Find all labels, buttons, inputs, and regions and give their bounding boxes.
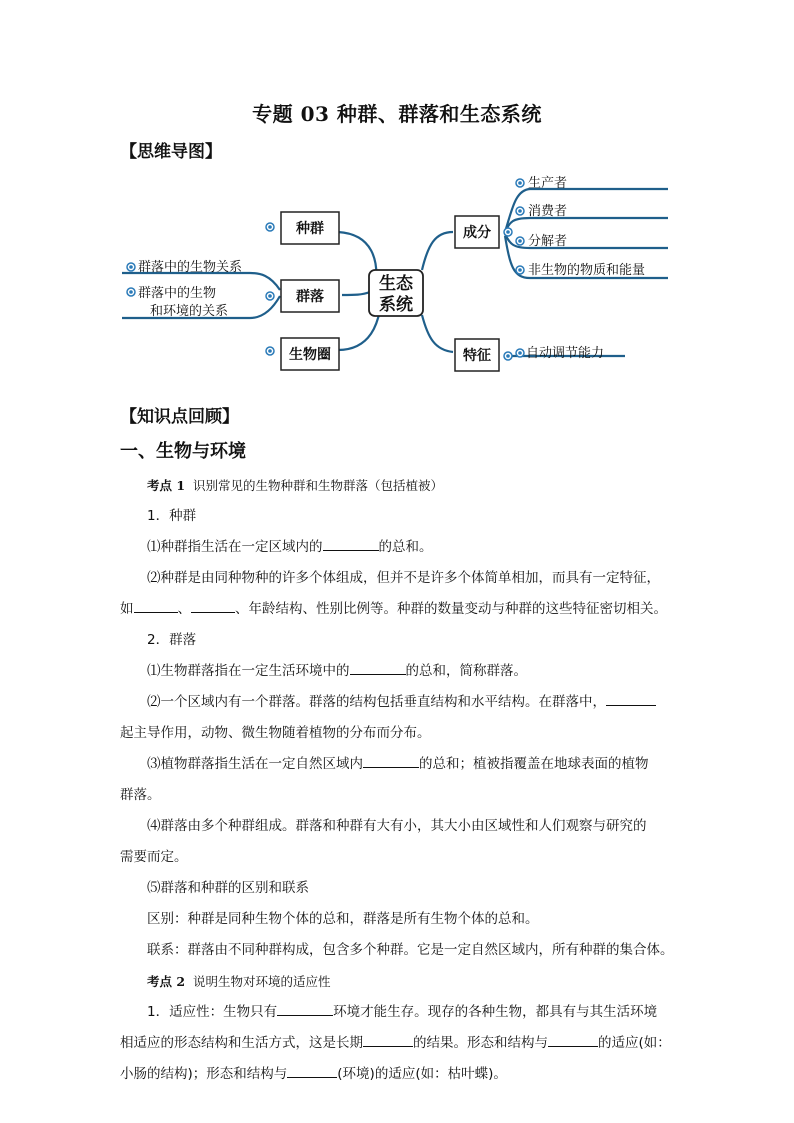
branch-line [422,315,453,352]
box-population-label: 种群 [296,221,324,237]
kp1-p6a: ⑷群落由多个种群组成。群落和种群有大有小，其大小由区域性和人们观察与研究的 [147,818,647,834]
kp1-s1-head: 1．种群 [147,508,197,524]
kp1-p2a: ⑵种群是由同种物种的许多个体组成，但并不是许多个体简单相加，而具有一定特征， [147,570,660,586]
component-decomposer: 分解者 [528,234,568,249]
box-biosphere-label: 生物圈 [289,347,331,363]
kp1-p8: 区别：种群是同种生物个体的总和，群落是所有生物个体的总和。 [147,911,539,927]
kp1-p5a: ⑶植物群落指生活在一定自然区域内 的总和；植被指覆盖在地球表面的植物 [120,749,680,780]
kp1-s2-head: 2．群落 [147,632,197,648]
kp1-p4a: ⑵一个区域内有一个群落。群落的结构包括垂直结构和水平结构。在群落中， [120,687,680,718]
kp1-p6b: 需要而定。 [120,849,188,865]
community-item-2b: 和环境的关系 [150,304,229,319]
branch-line [422,232,453,270]
center-line2: 系统 [379,295,413,315]
content-body [120,470,680,1090]
kp1-p5c: 群落。 [120,787,161,803]
component-abiotic: 非生物的物质和能量 [528,263,646,278]
kp2-p3: 小肠的结构)；形态和结构与 (环境)的适应(如：枯叶蝶)。 [120,1059,680,1090]
kp2-p1: 1．适应性：生物只有 环境才能生存。现存的各种生物，都具有与其生活环境 [120,997,680,1028]
kp1-p3: ⑴生物群落指在一定生活环境中的 的总和，简称群落。 [120,656,680,687]
kp1-heading: 考点 1 识别常见的生物种群和生物群落（包括植被） [147,478,444,493]
feature-self-regulation: 自动调节能力 [526,346,605,361]
page-title: 专题 03 种群、群落和生态系统 [252,102,542,126]
box-components-label: 成分 [463,225,491,241]
mind-map [110,170,690,380]
mindmap-label: 【思维导图】 [120,142,222,162]
section-heading: 一、生物与环境 [120,441,246,462]
community-item-2a: 群落中的生物 [138,286,217,301]
kp2-p2: 相适应的形态结构和生活方式，这是长期 的结果。形态和结构与 的适应(如： [120,1028,680,1059]
kp2-heading: 考点 2 说明生物对环境的适应性 [147,974,331,989]
box-community-label: 群落 [296,289,324,305]
kp1-p4b: 起主导作用，动物、微生物随着植物的分布而分布。 [120,725,431,741]
component-producer: 生产者 [528,176,568,191]
branch-line [505,218,668,232]
center-line1: 生态 [379,274,413,294]
branch-line [342,292,370,295]
box-features-label: 特征 [463,348,491,364]
kp1-p2b: 如 、 、年龄结构、性别比例等。种群的数量变动与种群的这些特征密切相关。 [120,594,680,625]
component-consumer: 消费者 [528,204,568,219]
kp1-p7: ⑸群落和种群的区别和联系 [147,880,309,896]
kp1-p9: 联系：群落由不同种群构成，包含多个种群。它是一定自然区域内，所有种群的集合体。 [147,942,674,958]
knowledge-label: 【知识点回顾】 [120,407,239,427]
kp1-p1: ⑴种群指生活在一定区域内的 的总和。 [120,532,680,563]
community-item-1: 群落中的生物关系 [138,260,243,275]
